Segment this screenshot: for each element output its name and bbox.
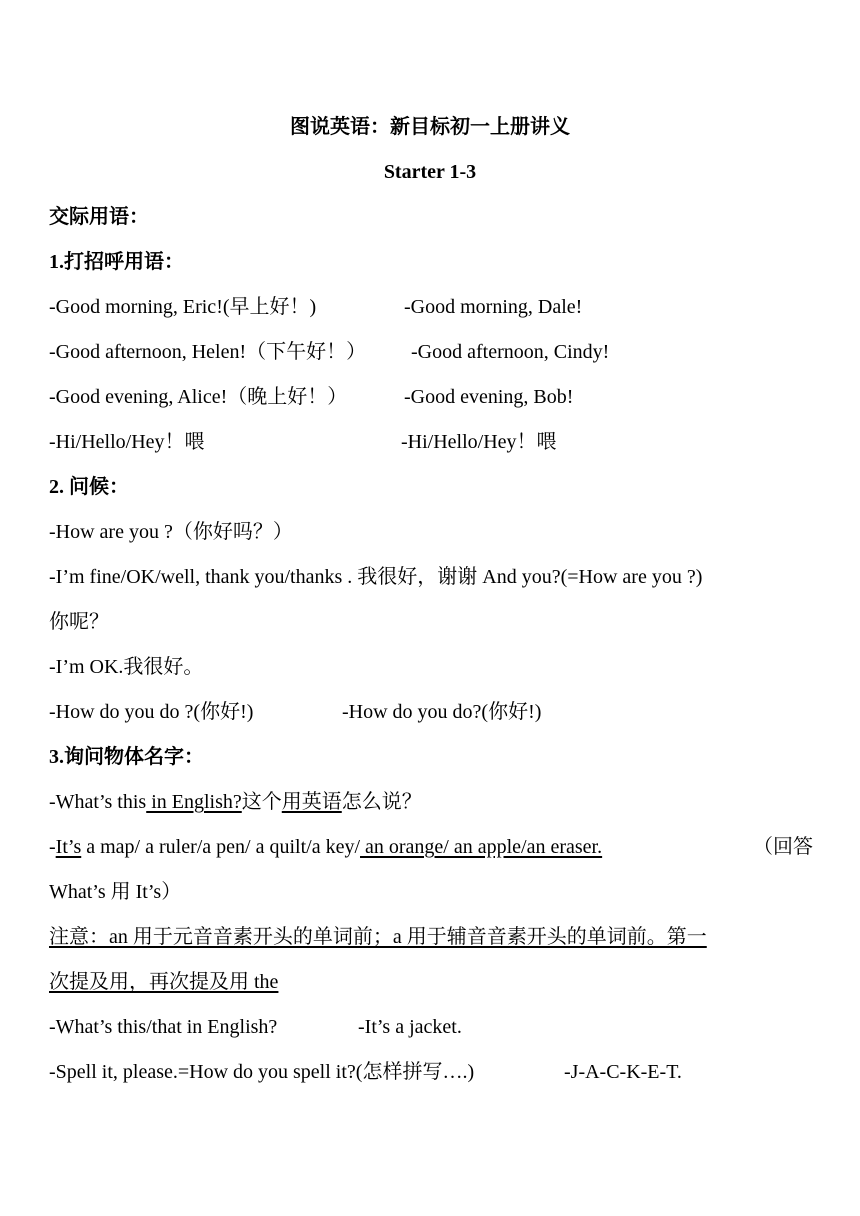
note-line-2: 次提及用，再次提及用 the	[49, 971, 279, 993]
example-question: -What’s this/that in English?	[49, 1016, 278, 1038]
greeting-ok: -I’m OK.我很好。	[49, 656, 204, 678]
section-1-heading: 1.打招呼用语：	[49, 251, 184, 273]
note-line-1: 注意：an 用于元音音素开头的单词前；a 用于辅音音素开头的单词前。第一	[49, 926, 707, 948]
greeting-reply-1: -Good morning, Dale!	[404, 296, 583, 318]
greeting-answer: -I’m fine/OK/well, thank you/thanks . 我很好，谢谢 And you?(=How are you ?)	[49, 566, 703, 588]
what-is-question	[49, 789, 422, 815]
greeting-line-2: -Good afternoon, Helen!（下午好！）	[49, 341, 367, 363]
spell-answer: -J-A-C-K-E-T.	[564, 1061, 682, 1083]
how-do-you-do-2: -How do you do?(你好!)	[342, 701, 542, 723]
greeting-reply-3: -Good evening, Bob!	[404, 386, 574, 408]
greeting-line-1: -Good morning, Eric!(早上好！)	[49, 296, 317, 318]
q-part: 这个	[241, 791, 282, 813]
section-2-heading: 2. 问候：	[49, 476, 129, 498]
greeting-reply-2: -Good afternoon, Cindy!	[411, 341, 610, 363]
q-part-underlined: 用英语	[281, 791, 342, 813]
a-part-underlined: an orange/ an apple/an eraser.	[360, 836, 603, 858]
greeting-question: -How are you ?（你好吗？）	[49, 521, 293, 543]
greeting-answer-cont: 你呢？	[49, 611, 109, 633]
q-part: 怎么说？	[341, 791, 422, 813]
page-title: 图说英语：新目标初一上册讲义	[290, 116, 570, 138]
its-answer	[49, 834, 813, 860]
spell-question: -Spell it, please.=How do you spell it?(怎样拼写….)	[49, 1061, 475, 1083]
how-do-you-do-1: -How do you do ?(你好!)	[49, 701, 254, 723]
section-heading-phrases: 交际用语：	[49, 206, 149, 228]
a-part-underlined: It’s	[55, 836, 82, 858]
greeting-reply-4: -Hi/Hello/Hey！喂	[401, 431, 557, 453]
a-part: -	[49, 836, 56, 858]
greeting-line-4: -Hi/Hello/Hey！喂	[49, 431, 205, 453]
its-answer-cont: What’s 用 It’s）	[49, 881, 182, 903]
q-part-underlined: in English?	[146, 791, 242, 813]
page-subtitle: Starter 1-3	[383, 161, 477, 183]
a-part: a map/ a ruler/a pen/ a quilt/a key/	[81, 836, 361, 858]
example-answer: -It’s a jacket.	[358, 1016, 462, 1038]
section-3-heading: 3.询问物体名字：	[49, 746, 204, 768]
a-part: （回答	[753, 836, 813, 858]
q-part: -What’s this	[49, 791, 147, 813]
greeting-line-3: -Good evening, Alice!（晚上好！）	[49, 386, 348, 408]
